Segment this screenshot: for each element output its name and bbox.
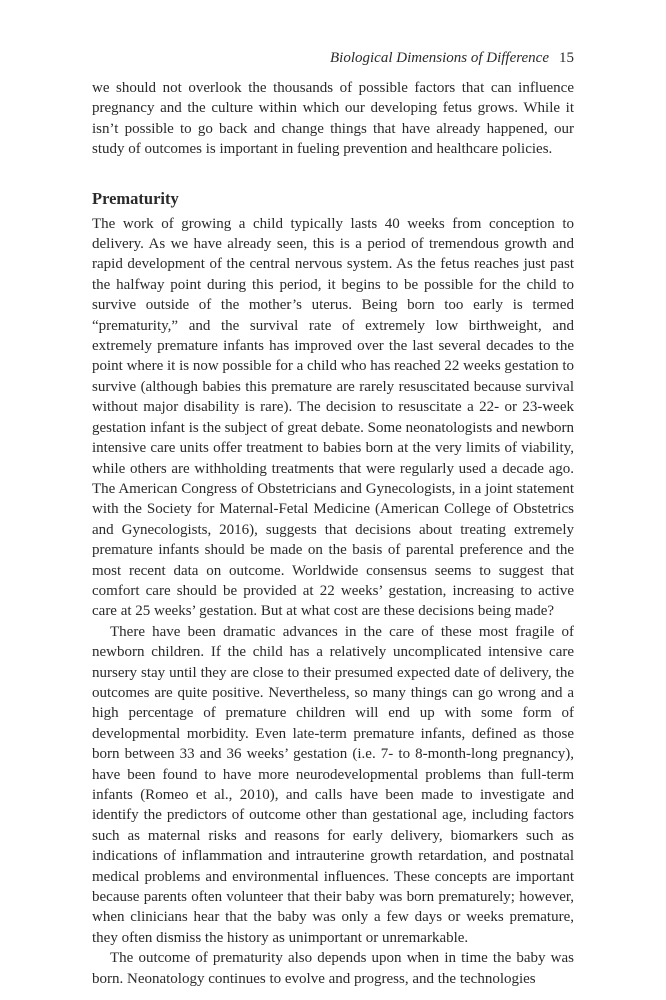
book-page xyxy=(92,48,574,989)
section-heading: Prematurity xyxy=(92,188,179,208)
running-title: Biological Dimensions of Difference xyxy=(330,50,549,66)
page-number: 15 xyxy=(559,50,574,66)
paragraph: There have been dramatic advances in the care of these most fragile of newborn children. If the child has a relatively uncomplicated intensive care nursery stay until they are close to their presumed expected date of delivery, the outcomes are quite positive. Nevertheless, so many things can go wrong and a high percentage of premature children will end up with some form of developmental morbidity. Even late-term premature infants, defined as those born between 33 and 36 weeks’ gestation (i.e. 7- to 8-month-long pregnancy), have been found to have more neurodevelopmental problems than full-term infants (Romeo et al., 2010), and calls have been made to investigate and identify the predictors of outcome other than gestational age, including factors such as maternal risks and reasons for early delivery, biomarkers such as indications of inflammation and intrauterine growth retardation, and postnatal medical problems and environmental influences. These concepts are important because parents often volunteer that their baby was born prematurely; however, when clinicians hear that the baby was only a few days or weeks premature, they often dismiss the history as unimportant or unremarkable. xyxy=(92,623,574,946)
paragraph: The outcome of prematurity also depends upon when in time the baby was born. Neonatology continues to evolve and progress, and the technologies xyxy=(92,950,574,987)
paragraph: The work of growing a child typically lasts 40 weeks from conception to delivery. As we have already seen, this is a period of tremendous growth and rapid development of the central nervous system. As the fetus reaches just past the halfway point during this period, it begins to be possible for the child to survive outside of the mother’s uterus. Being born too early is termed “prematurity,” and the survival rate of extremely low birthweight, and extremely premature infants has improved over the last several decades to the point where it is now possible for a child who has reached 22 weeks gestation to survive (although babies this premature are rarely resuscitated because survival without major disability is rare). The decision to resuscitate a 22- or 23-week gestation infant is the subject of great debate. Some neonatologists and newborn intensive care units offer treatment to babies born at the very limits of viability, while others are withholding treatments that were regularly used a decade ago. The American Congress of Obstetricians and Gynecologists, in a joint statement with the Society for Maternal-Fetal Medicine (American College of Obstetrics and Gynecologists, 2016), suggests that decisions about treating extremely premature infants should be made on the basis of parental preference and the most recent data on outcome. Worldwide consensus seems to suggest that comfort care should be provided at 22 weeks’ gestation, increasing to active care at 25 weeks’ gestation. But at what cost are these decisions being made? xyxy=(92,215,574,620)
paragraph-continued: we should not overlook the thousands of possible factors that can influence pregnancy and the culture within which our developing fetus grows. While it isn’t possible to go back and change things that have already happened, our study of outcomes is important in fueling prevention and healthcare policies. xyxy=(92,80,574,158)
running-head xyxy=(92,48,574,68)
